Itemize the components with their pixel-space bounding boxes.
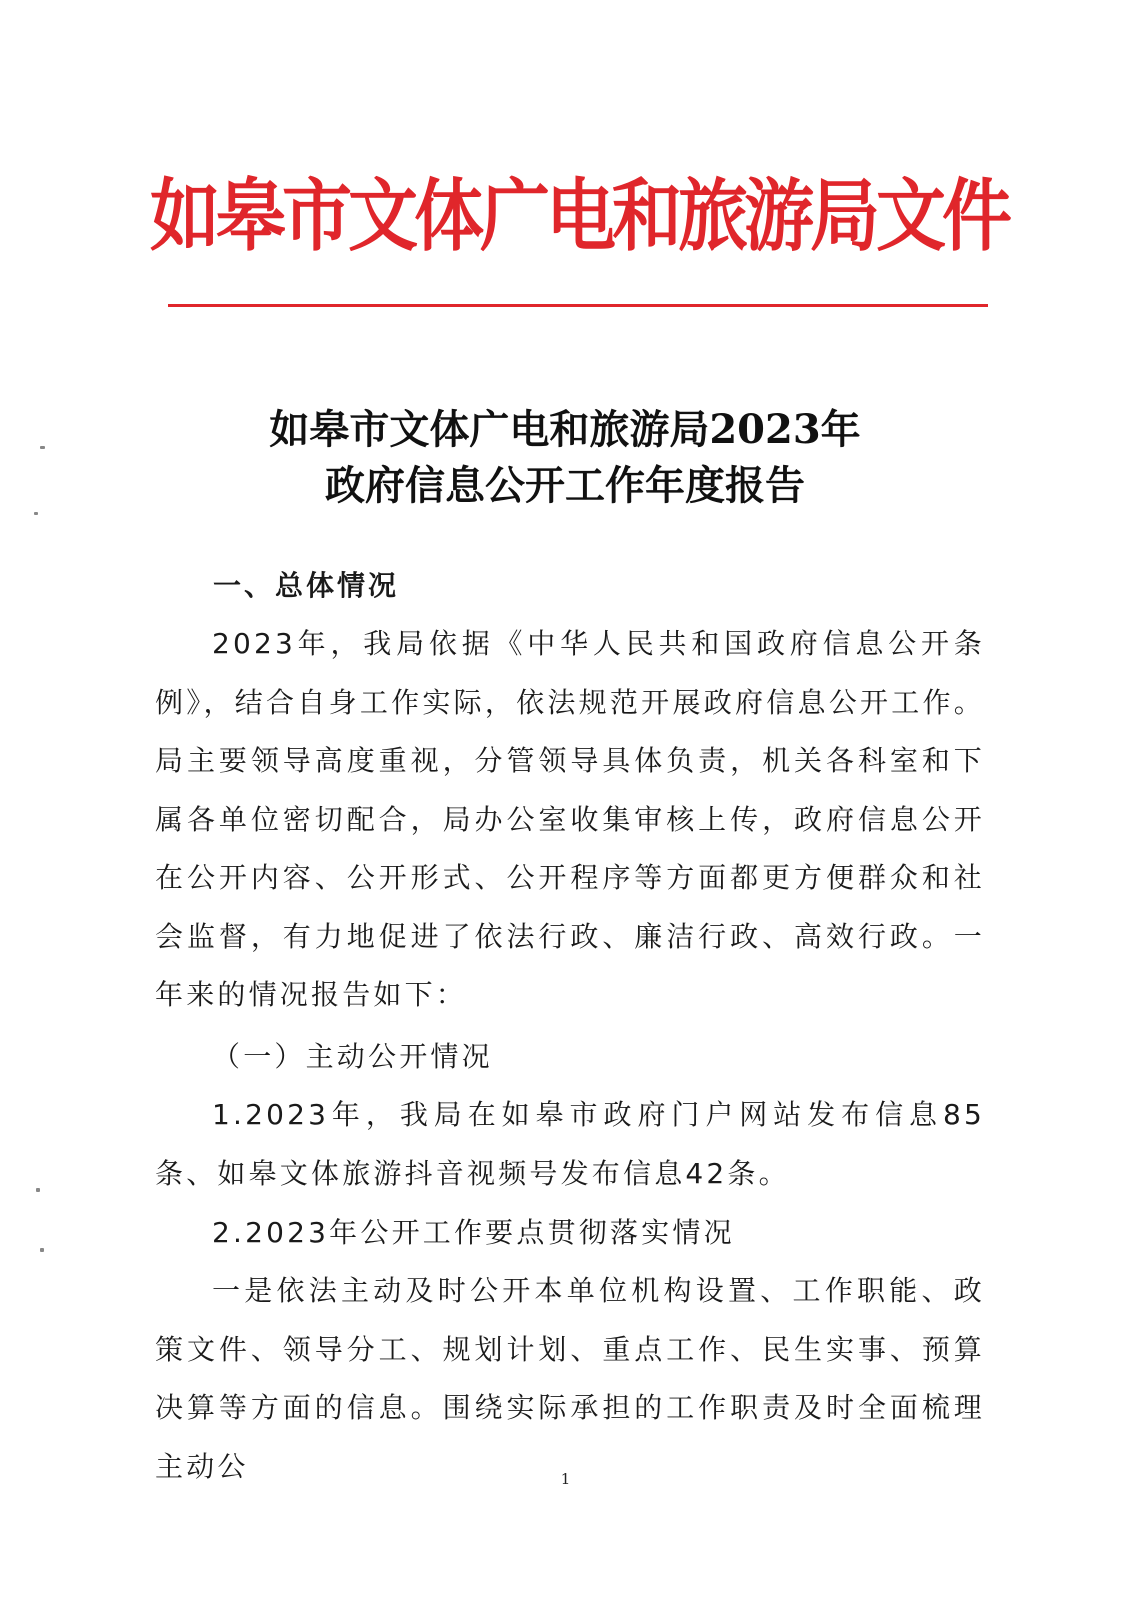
document-masthead: 如皋市文体广电和旅游局文件 [150, 168, 1008, 262]
section-heading-overall: 一、总体情况 [213, 569, 400, 602]
paragraph-item-1: 1.2023年，我局在如皋市政府门户网站发布信息85条、如皋文体旅游抖音视频号发布信息42条。 [155, 1098, 985, 1190]
paragraph-item-1-block [155, 1086, 985, 1203]
paragraph-item-2-block [155, 1204, 985, 1263]
subheading-block [155, 1028, 985, 1087]
page-number: 1 [560, 1470, 571, 1488]
paragraph-item-2: 2.2023年公开工作要点贯彻落实情况 [212, 1216, 735, 1249]
scan-speck [34, 512, 38, 515]
paragraph-overview-block [155, 615, 985, 1025]
masthead-red-rule [168, 304, 988, 307]
report-title-line-2: 政府信息公开工作年度报告 [325, 462, 805, 509]
scan-speck [36, 1188, 40, 1192]
paragraph-item-2-detail: 一是依法主动及时公开本单位机构设置、工作职能、政策文件、领导分工、规划计划、重点工作、民生实事、预算决算等方面的信息。围绕实际承担的工作职责及时全面梳理主动公 [155, 1274, 985, 1483]
paragraph-overview: 2023年，我局依据《中华人民共和国政府信息公开条例》，结合自身工作实际，依法规范开展政府信息公开工作。局主要领导高度重视，分管领导具体负责，机关各科室和下属各单位密切配合，局办公室收集审核上传，政府信息公开在公开内容、公开形式、公开程序等方面都更方便群众和社会监督，有力地促进了依法行政、廉洁行政、高效行政。一年来的情况报告如下： [155, 627, 985, 1011]
paragraph-item-2-detail-block [155, 1262, 985, 1496]
scan-speck [40, 1248, 44, 1252]
report-title-line-1: 如皋市文体广电和旅游局2023年 [269, 406, 861, 453]
scan-speck [40, 446, 45, 449]
subheading-active-disclosure: （一）主动公开情况 [212, 1040, 493, 1073]
